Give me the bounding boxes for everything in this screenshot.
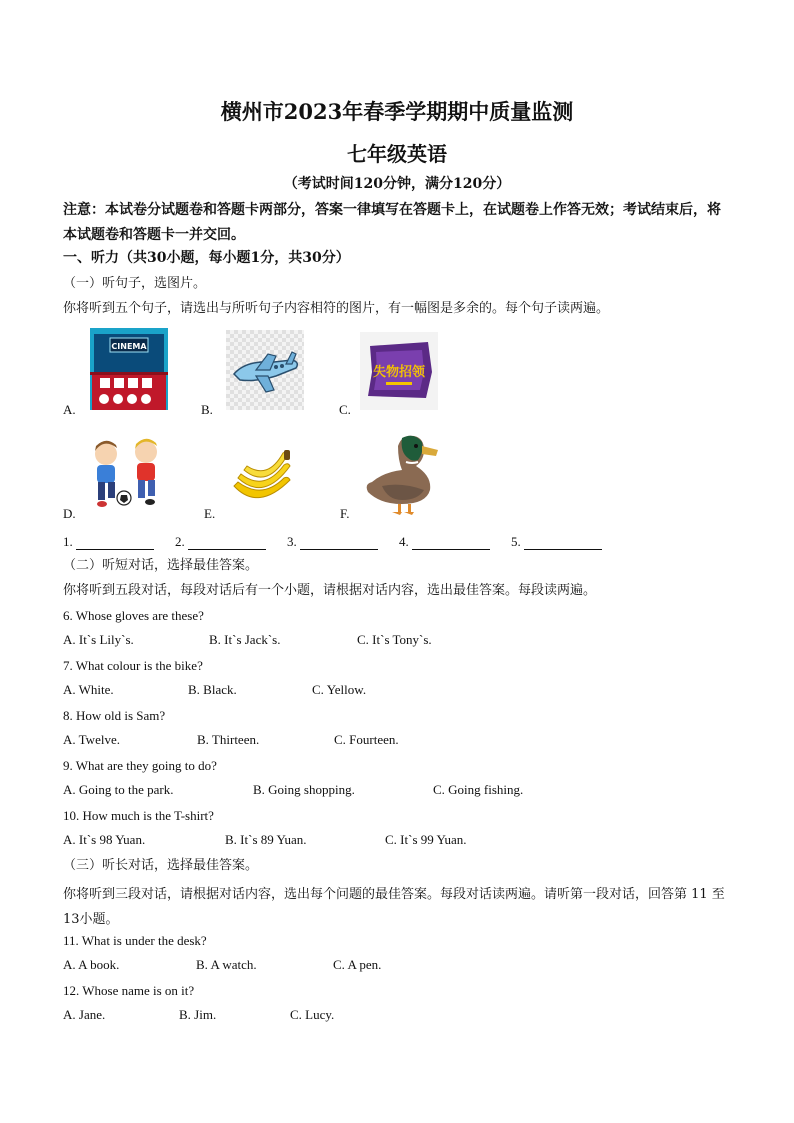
question-7: 7. What colour is the bike?	[63, 658, 203, 673]
q11-option-c[interactable]: C. A pen.	[333, 957, 382, 972]
q12-option-c[interactable]: C. Lucy.	[290, 1007, 335, 1022]
question-8: 8. How old is Sam?	[63, 708, 166, 723]
q9-option-c[interactable]: C. Going fishing.	[433, 782, 524, 797]
q10-option-b[interactable]: B. It`s 89 Yuan.	[225, 832, 307, 847]
exam-subtitle: 七年级英语	[347, 142, 447, 166]
question-11: 11. What is under the desk?	[63, 933, 207, 948]
picture-label-d: D.	[63, 506, 76, 521]
q8-option-a[interactable]: A. Twelve.	[63, 732, 120, 747]
q8-option-c[interactable]: C. Fourteen.	[334, 732, 399, 747]
exam-notice: 注意：本试卷分试题卷和答题卡两部分，答案一律填写在答题卡上，在试题卷上作答无效；考试结束后，将本试题卷和答题卡一并交回。	[63, 202, 721, 243]
part2-instruction: 你将听到五段对话，每段对话后有一个小题，请根据对话内容，选出最佳答案。每段读两遍。	[63, 583, 597, 598]
exam-time-info: （考试时间120分钟，满分120分）	[283, 176, 511, 192]
answer-blank-4[interactable]: 4.	[399, 534, 490, 550]
answer-blank-1[interactable]: 1.	[63, 534, 154, 550]
section1-title: 一、听力（共30小题，每小题1分，共30分）	[63, 250, 350, 266]
part1-title: （一）听句子，选图片。	[63, 276, 207, 291]
q7-option-a[interactable]: A. White.	[63, 682, 114, 697]
part2-title: （二）听短对话，选择最佳答案。	[63, 558, 259, 573]
lost-and-found-sign: 失物招领	[372, 365, 426, 380]
airplane-icon	[226, 330, 304, 410]
question-6: 6. Whose gloves are these?	[63, 608, 204, 623]
bananas-icon	[228, 446, 298, 514]
picture-label-a: A.	[63, 402, 76, 417]
cinema-icon	[90, 328, 168, 410]
answer-blank-3[interactable]: 3.	[287, 534, 378, 550]
q9-option-b[interactable]: B. Going shopping.	[253, 782, 355, 797]
q12-option-b[interactable]: B. Jim.	[179, 1007, 217, 1022]
part1-instruction: 你将听到五个句子，请选出与所听句子内容相符的图片，有一幅图是多余的。每个句子读两遍。	[63, 301, 610, 316]
q9-option-a[interactable]: A. Going to the park.	[63, 782, 174, 797]
question-10: 10. How much is the T-shirt?	[63, 808, 214, 823]
cinema-sign-text: CINEMA	[111, 342, 147, 351]
part3-title: （三）听长对话，选择最佳答案。	[63, 858, 259, 873]
picture-label-e: E.	[204, 506, 216, 521]
q12-option-a[interactable]: A. Jane.	[63, 1007, 106, 1022]
q11-option-b[interactable]: B. A watch.	[196, 957, 257, 972]
picture-label-b: B.	[201, 402, 213, 417]
question-12: 12. Whose name is on it?	[63, 983, 195, 998]
q7-option-b[interactable]: B. Black.	[188, 682, 237, 697]
q7-option-c[interactable]: C. Yellow.	[312, 682, 367, 697]
part3-instruction: 你将听到三段对话，请根据对话内容，选出每个问题的最佳答案。每段对话读两遍。请听第一段对话，回答第 11 至 13小题。	[63, 887, 725, 927]
duck-icon	[362, 430, 442, 516]
q10-option-a[interactable]: A. It`s 98 Yuan.	[63, 832, 146, 847]
q8-option-b[interactable]: B. Thirteen.	[197, 732, 260, 747]
exam-title: 横州市2023年春季学期期中质量监测	[220, 99, 574, 124]
q11-option-a[interactable]: A. A book.	[63, 957, 120, 972]
q6-option-b[interactable]: B. It`s Jack`s.	[209, 632, 281, 647]
picture-label-c: C.	[339, 402, 351, 417]
answer-blank-2[interactable]: 2.	[175, 534, 266, 550]
picture-label-f: F.	[340, 506, 350, 521]
question-9: 9. What are they going to do?	[63, 758, 217, 773]
q6-option-c[interactable]: C. It`s Tony`s.	[357, 632, 432, 647]
lost-and-found-icon	[360, 332, 438, 410]
q10-option-c[interactable]: C. It`s 99 Yuan.	[385, 832, 467, 847]
answer-blank-5[interactable]: 5.	[511, 534, 602, 550]
boys-playing-soccer-icon	[88, 434, 168, 516]
q6-option-a[interactable]: A. It`s Lily`s.	[63, 632, 134, 647]
